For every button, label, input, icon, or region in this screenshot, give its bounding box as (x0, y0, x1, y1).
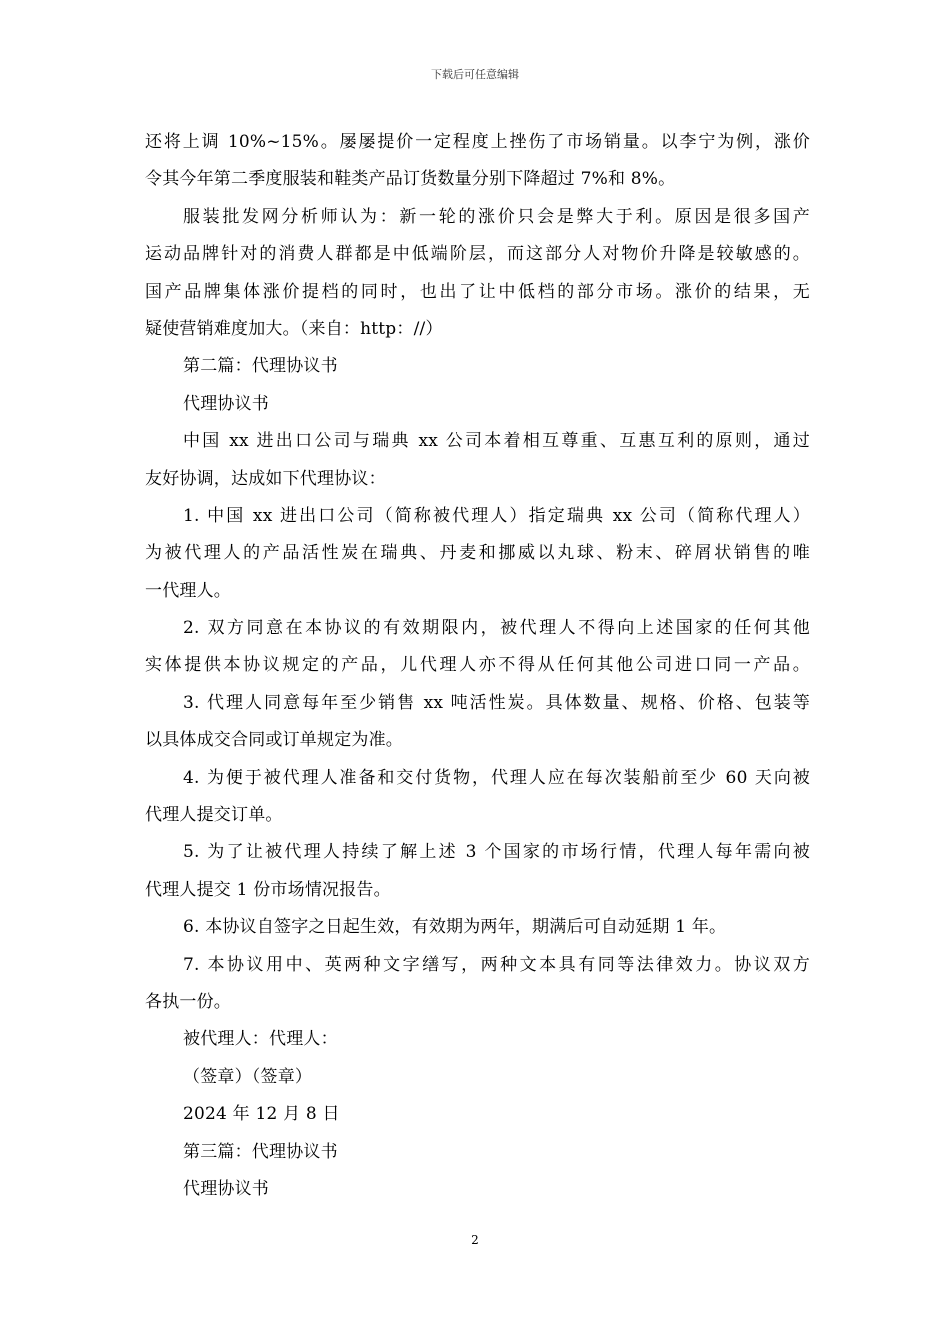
document-body (145, 124, 810, 1208)
text-line: 2. 双方同意在本协议的有效期限内，被代理人不得向上述国家的任何其他 (183, 618, 810, 639)
text-line: 国产品牌集体涨价提档的同时，也出了让中低档的部分市场。涨价的结果，无 (145, 281, 810, 302)
text-line: 3. 代理人同意每年至少销售 xx 吨活性炭。具体数量、规格、价格、包装等 (183, 692, 810, 713)
text-line: 代理人提交订单。 (145, 805, 283, 826)
text-line: 服装批发网分析师认为：新一轮的涨价只会是弊大于利。原因是很多国产 (183, 206, 810, 227)
text-line: 代理协议书 (183, 393, 269, 414)
text-line: 中国 xx 进出口公司与瑞典 xx 公司本着相互尊重、互惠互利的原则，通过 (183, 431, 810, 452)
text-line: 4. 为便于被代理人准备和交付货物，代理人应在每次装船前至少 60 天向被 (183, 767, 810, 788)
text-line: 代理人提交 1 份市场情况报告。 (145, 879, 391, 900)
page-number: 2 (471, 1233, 479, 1247)
text-line: 疑使营销难度加大。（来自：http：//） (145, 318, 443, 339)
text-line: 被代理人：代理人： (183, 1029, 338, 1050)
text-line: 友好协调，达成如下代理协议： (145, 468, 386, 489)
text-line: 1. 中国 xx 进出口公司（简称被代理人）指定瑞典 xx 公司（简称代理人） (183, 505, 810, 526)
page-header: 下载后可任意编辑 (431, 68, 519, 81)
text-line: 还将上调 10%~15%。屡屡提价一定程度上挫伤了市场销量。以李宁为例，涨价 (145, 132, 810, 152)
text-line: （签章）（签章） (183, 1066, 313, 1087)
text-line: 5. 为了让被代理人持续了解上述 3 个国家的市场行情，代理人每年需向被 (183, 842, 810, 863)
text-line: 以具体成交合同或订单规定为准。 (145, 730, 403, 751)
text-line: 第二篇：代理协议书 (183, 356, 338, 377)
text-line: 实体提供本协议规定的产品，儿代理人亦不得从任何其他公司进口同一产品。 (145, 655, 810, 676)
text-line: 代理协议书 (183, 1178, 269, 1199)
text-line: 运动品牌针对的消费人群都是中低端阶层，而这部分人对物价升降是较敏感的。 (145, 244, 810, 265)
text-line: 6. 本协议自签字之日起生效，有效期为两年，期满后可自动延期 1 年。 (183, 917, 727, 938)
text-line: 为被代理人的产品活性炭在瑞典、丹麦和挪威以丸球、粉末、碎屑状销售的唯 (145, 543, 810, 564)
text-line: 7. 本协议用中、英两种文字缮写，两种文本具有同等法律效力。协议双方 (183, 954, 810, 975)
text-line: 2024 年 12 月 8 日 (183, 1104, 340, 1125)
text-line: 第三篇：代理协议书 (183, 1141, 338, 1162)
text-line: 一代理人。 (145, 580, 231, 601)
text-line: 令其今年第二季度服装和鞋类产品订货数量分别下降超过 7%和 8%。 (145, 169, 676, 190)
text-line: 各执一份。 (145, 991, 231, 1012)
